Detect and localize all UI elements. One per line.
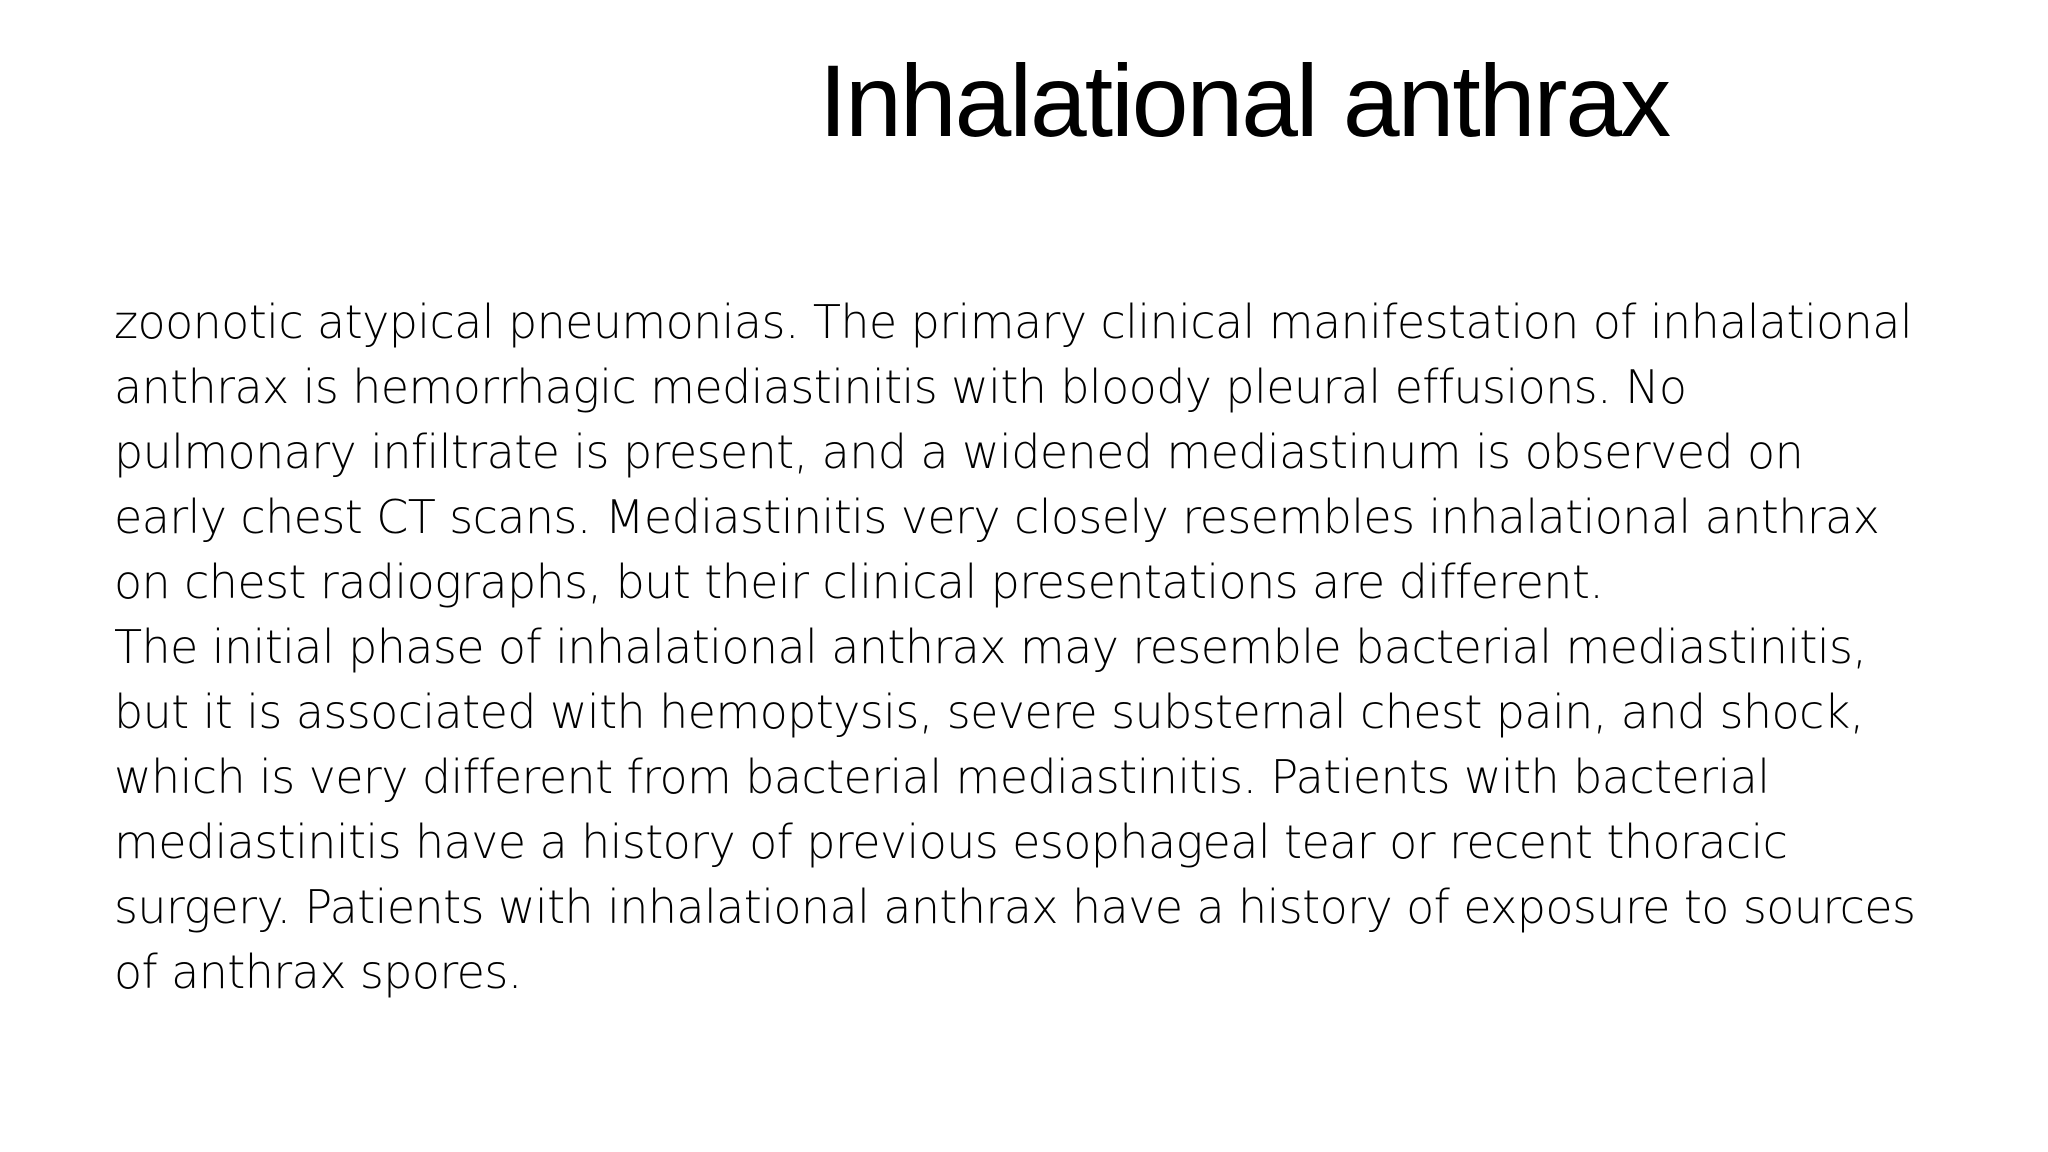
body-line: anthrax is hemorrhagic mediastinitis with bloody pleural effusions. No [114, 360, 1687, 414]
body-line: surgery. Patients with inhalational anthrax have a history of exposure to sources [114, 880, 1916, 934]
body-line: but it is associated with hemoptysis, severe substernal chest pain, and shock, [114, 685, 1864, 739]
body-line: on chest radiographs, but their clinical presentations are different. [114, 555, 1604, 609]
body-line: The initial phase of inhalational anthrax may resemble bacterial mediastinitis, [114, 620, 1867, 674]
body-line: pulmonary infiltrate is present, and a widened mediastinum is observed on [114, 425, 1804, 479]
slide-title: Inhalational anthrax [818, 44, 1670, 158]
body-line: which is very different from bacterial mediastinitis. Patients with bacterial [114, 750, 1770, 804]
body-line: zoonotic atypical pneumonias. The primary clinical manifestation of inhalational [114, 295, 1912, 349]
body-line: of anthrax spores. [114, 945, 522, 999]
slide-body [114, 290, 2044, 1005]
body-line: mediastinitis have a history of previous esophageal tear or recent thoracic [114, 815, 1788, 869]
body-line: early chest CT scans. Mediastinitis very closely resembles inhalational anthrax [114, 490, 1880, 544]
